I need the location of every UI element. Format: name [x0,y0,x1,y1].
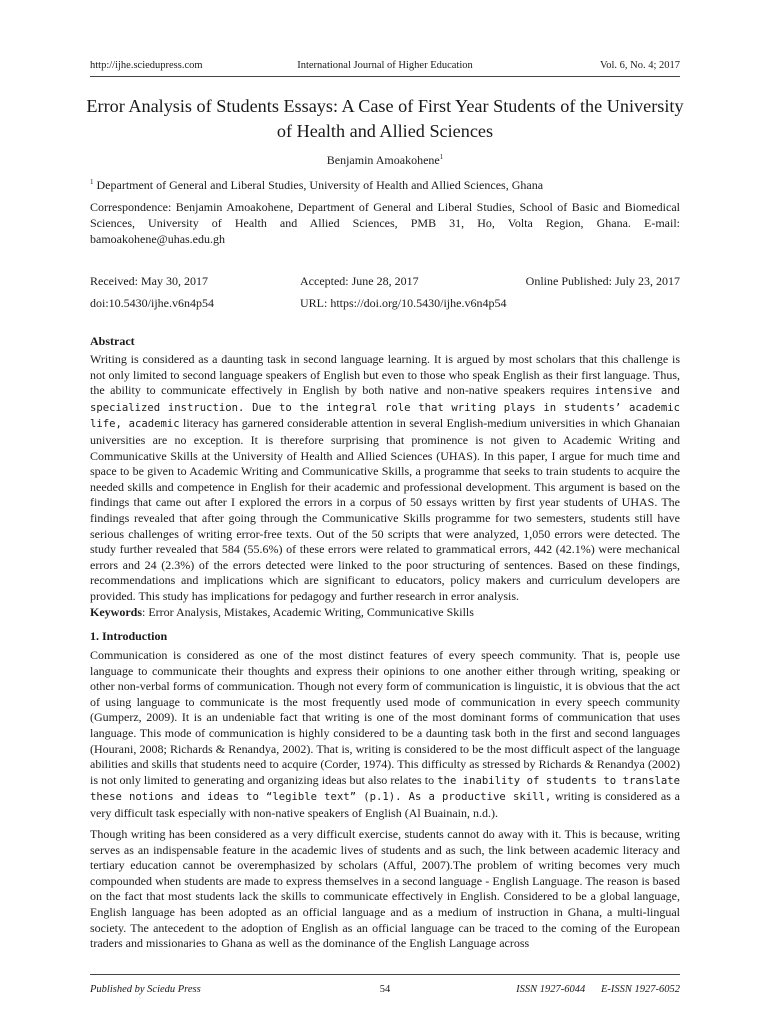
publisher: Published by Sciedu Press [90,984,201,995]
intro-p1-mono-text: the inability of students to translate these notions and ideas to “legible text” (p.1). As a productive skill, [90,774,680,804]
publication-dates [90,270,680,314]
doi: doi:10.5430/ijhe.v6n4p54 [90,296,214,310]
abstract-body [90,352,680,605]
author-name: Benjamin Amoakohene [326,153,440,167]
affiliation [90,177,680,193]
running-header [90,58,680,74]
affiliation-text: Department of General and Liberal Studies, University of Health and Allied Sciences, Ghana [93,178,544,192]
published-date: Online Published: July 23, 2017 [525,274,680,288]
issn: ISSN 1927-6044 E-ISSN 1927-6052 [516,984,680,995]
volume-info: Vol. 6, No. 4; 2017 [599,60,680,71]
article-title: Error Analysis of Students Essays: A Case of First Year Students of the University of Health and Allied Sciences [86,96,684,141]
keywords-label: Keywords [90,605,142,619]
intro-p1-text-a: Communication is considered as one of the most distinct features of every speech community. That is, people use language to communicate their thoughts and express their opinions to one another either through writing, speaking or other non-verbal forms of communication. Though not every form of communication is linguistic, it is obvious that the act of using language to communicate is the most frequently used mode of communication in every speech community (Gumperz, 2009). It is an undeniable fact that writing is one of the most dominant forms of communication that uses language. This mode of communication is highly considered to be a daunting task both in the first and second languages (Hourani, 2008; Richards & Renandya, 2002). That is, writing is considered to be the most difficult aspect of the language abilities and skills that students need to acquire (Corder, 1974). This difficulty as stressed by Richards & Renandya (2002) is not only limited to generating and organizing ideas but also relates to [90,648,680,787]
affiliation-marker: 1 [90,178,94,186]
intro-paragraph-2: Though writing has been considered as a very difficult exercise, students cannot do away with it. This is because, writing serves as an indispensable feature in the academic lives of students and as such, the link between academic literacy and tertiary education cannot be overemphasized by scholars (Afful, 2007).The problem of writing becomes very much compounded when students are made to express themselves in a second language - English Language. The reason is based on the fact that most students lack the skills to communicate effectively in English. Considered to be a global language, English language has been adopted as an official language and as a medium of instruction in Ghana, a multi-lingual society. The antecedent to the adoption of English as an official language can be traced to the coming of the European traders and missionaries to Ghana as well as the dominance of the English Language across [90,827,680,951]
doi-url[interactable]: URL: https://doi.org/10.5430/ijhe.v6n4p54 [300,296,507,310]
correspondence: Correspondence: Benjamin Amoakohene, Department of General and Liberal Studies, School of Basic and Biomedical Sciences, University of Health and Allied Sciences, PMB 31, Ho, Volta Region, Ghana. E-mail: bamoakohene@uhas.edu.gh [90,200,680,246]
author-line [90,152,680,168]
intro-paragraph-1 [90,648,680,822]
page-number: 54 [379,984,391,995]
author-affiliation-marker: 1 [439,153,444,161]
journal-url[interactable]: http://ijhe.sciedupress.com [90,60,203,71]
accepted-date: Accepted: June 28, 2017 [300,274,419,288]
abstract-heading: Abstract [90,334,135,348]
journal-name: International Journal of Higher Education [297,60,473,71]
header-divider [90,76,680,77]
abstract-text-1: Writing is considered as a daunting task in second language learning. It is argued by most scholars that this challenge is not only limited to second language speakers of English but even to those who speak English as their first language. Thus, the ability to communicate effectively in English by both native and non-native speakers requires [90,352,680,398]
intro-heading: 1. Introduction [90,629,168,643]
abstract-mono-text: intensive and specialized instruction. Due to the integral role that writing plays in students’ academic life, academic [90,385,681,431]
intro-p1-text-b: writing is considered as a very difficult task especially with non-native speakers of English (Al Buainain, n.d.). [90,789,680,820]
keywords-list: : Error Analysis, Mistakes, Academic Writing, Communicative Skills [142,605,474,619]
abstract-text-2: literacy has garnered considerable attention in several English-medium universities in which Ghanaian universities are no exception. It is therefore surprising that prominence is not given to Academic Writing and Communicative Skills at the University of Health and Allied Sciences (UHAS). In this paper, I argue for much time and space to be given to Academic Writing and Communicative Skills, a programme that seeks to train students to acquire the needed skills and competence in English for their academic and professional development. This argument is based on the findings that came out after I explored the errors in a corpus of 50 essays written by first year students of UHAS. The findings revealed that after going through the Communicative Skills programme for two semesters, students still have serious challenges of writing error-free texts. Out of the 50 scripts that were analyzed, 1,050 errors were detected. The study further revealed that 584 (55.6%) of these errors were related to grammatical errors, 442 (42.1%) were mechanical errors and 24 (2.3%) of the errors detected were linked to the poor structuring of sentences. Based on these findings, recommendations and implications which are significant to educators, policy makers and curriculum developers are provided. This study has implications for pedagogy and further research in error analysis. [90,416,680,603]
received-date: Received: May 30, 2017 [90,274,208,288]
running-footer [90,982,680,998]
footer-divider [90,974,680,975]
keywords [90,604,680,620]
